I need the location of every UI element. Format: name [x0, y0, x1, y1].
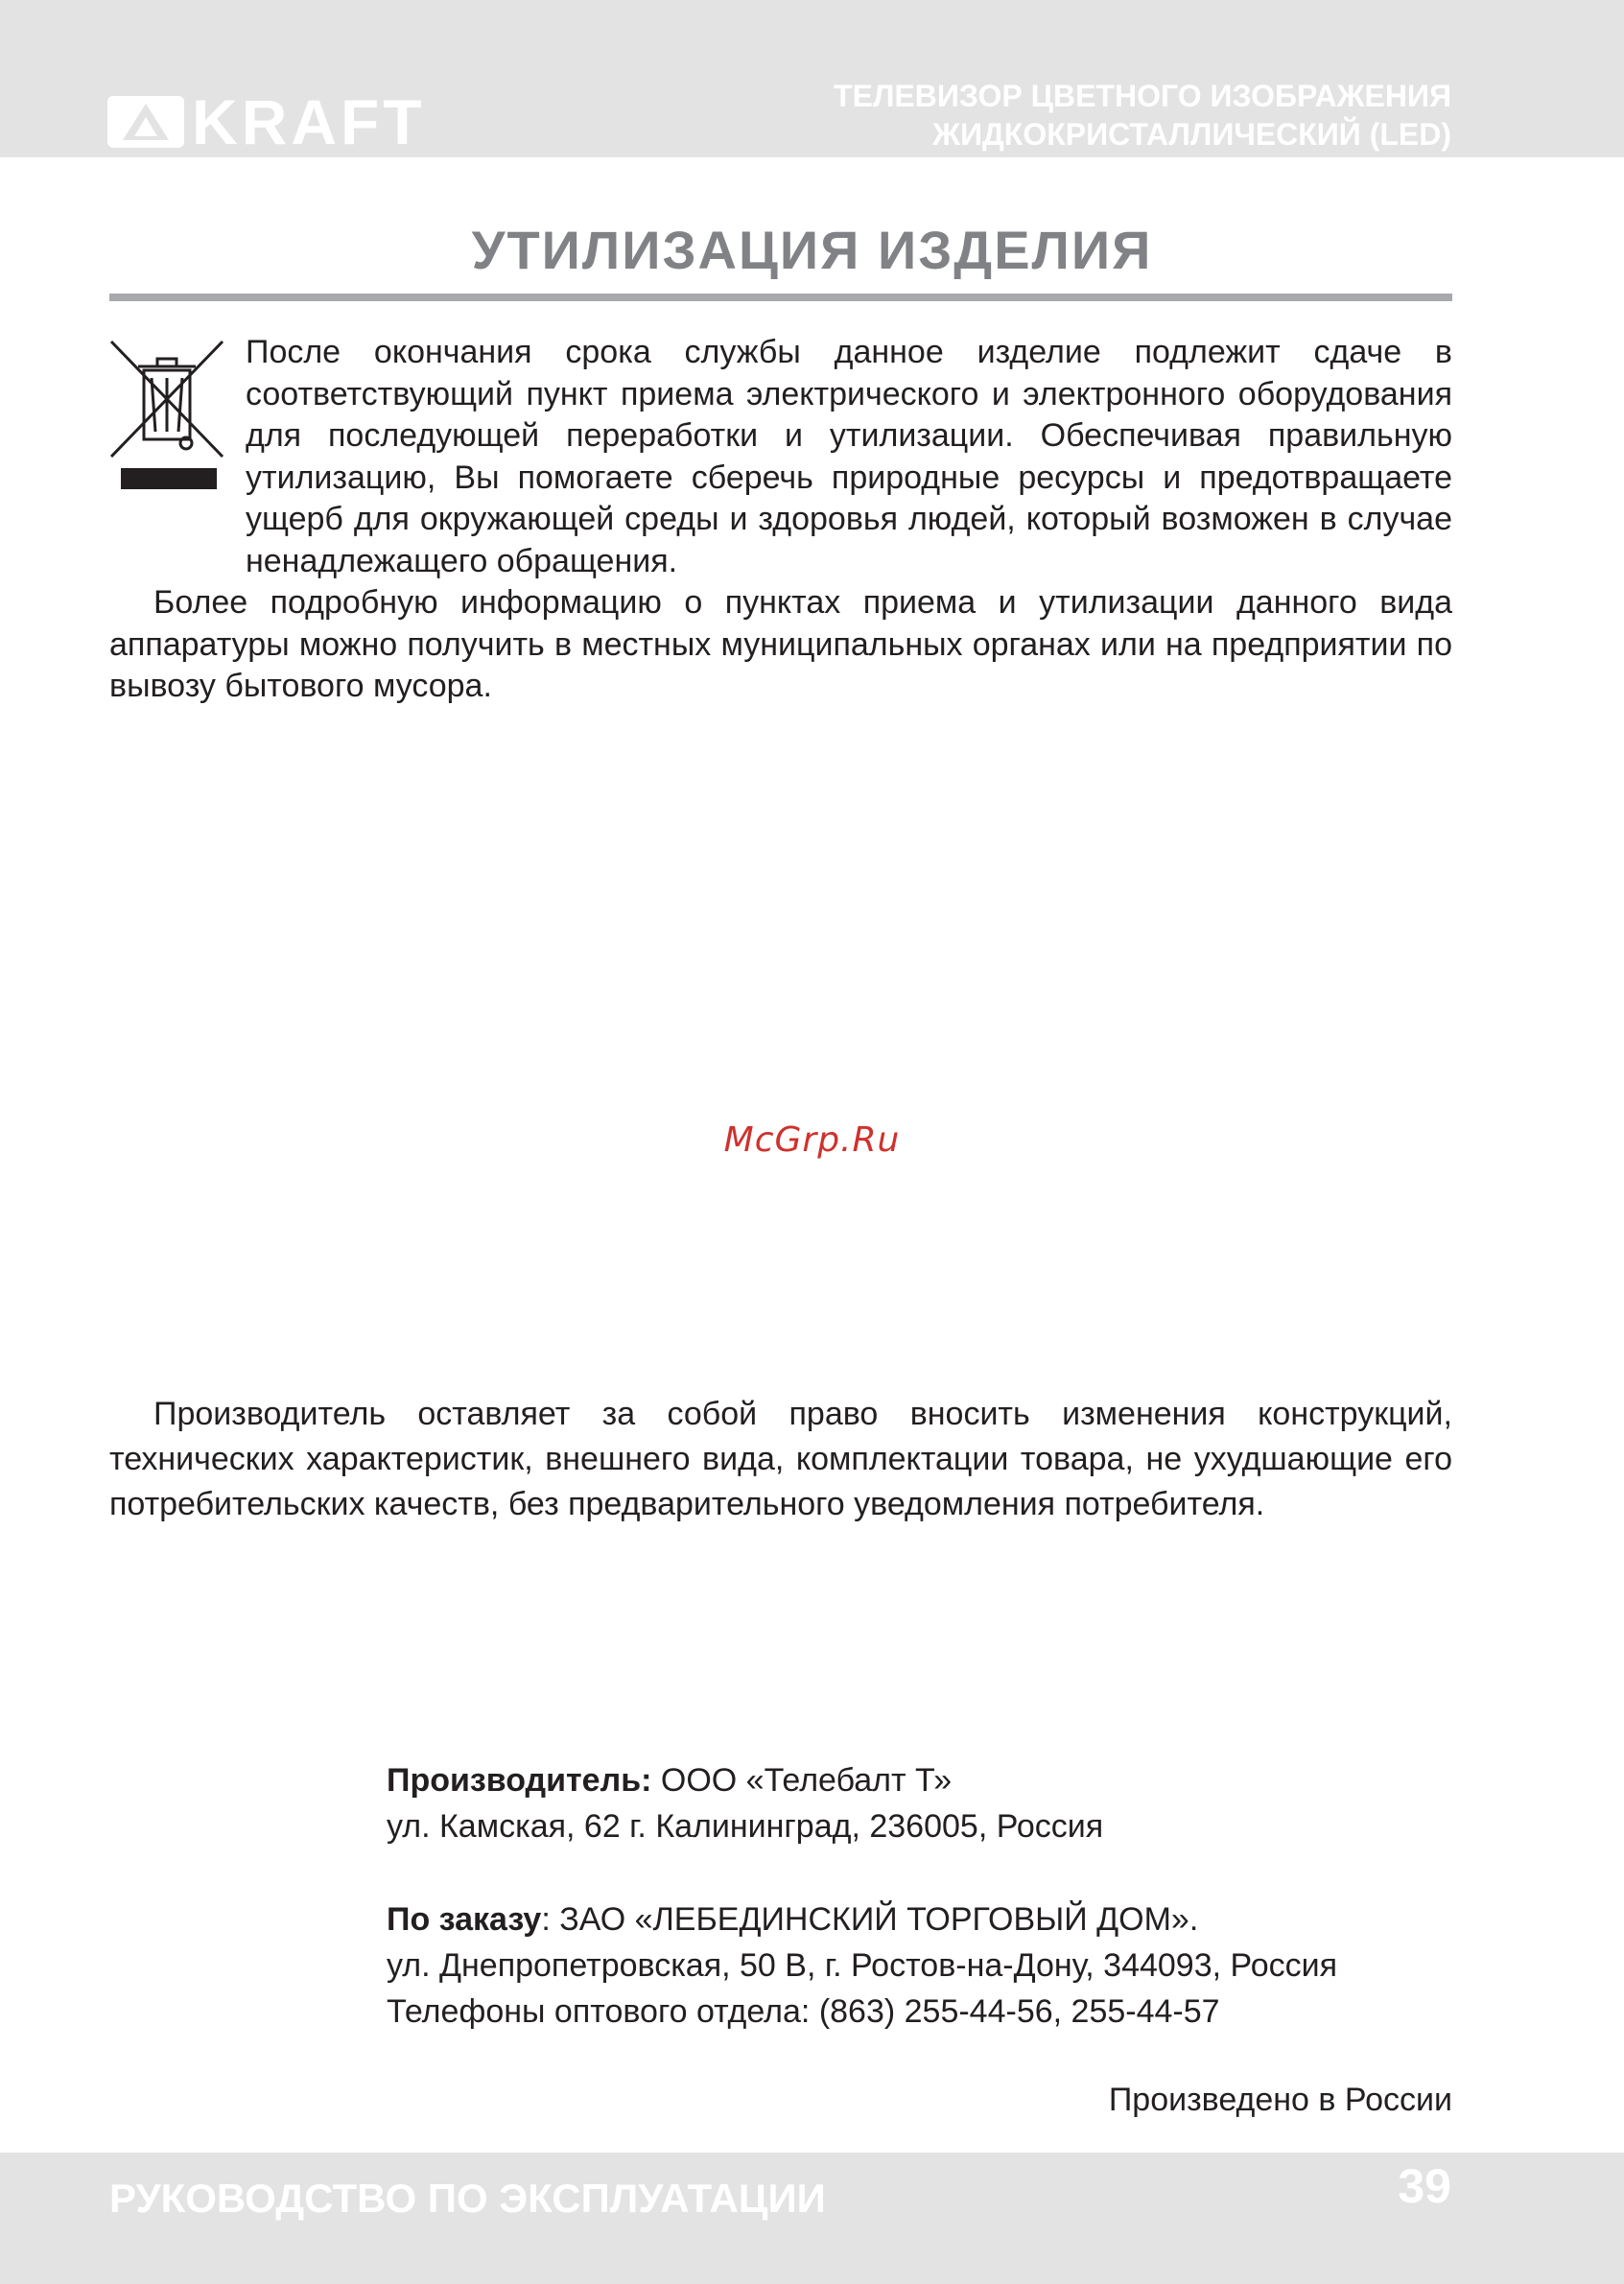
recycling-paragraph: После окончания срока службы данное изделие подлежит сдаче в соответствующий пункт приема электрического и электронного оборудования для последующей переработки и утилизации. Обеспечивая правильную утилизацию, Вы помогаете сберечь природные ресурсы и предотвращаете ущерб для окружающей среды и здоровья людей, который возможен в случае ненадлежащего обращения.	[246, 334, 1452, 579]
header-title-line2: ЖИДКОКРИСТАЛЛИЧЕСКИЙ (LED)	[932, 117, 1451, 152]
ordered-by-block	[387, 1896, 1337, 2035]
crossed-out-wheelie-bin-icon	[109, 340, 224, 493]
manufacturer-label: Производитель:	[387, 1762, 652, 1799]
document-header-title	[834, 77, 1451, 153]
ordered-by-line	[387, 1896, 1337, 1943]
wholesale-phones: Телефоны оптового отдела: (863) 255-44-56, 255-44-57	[387, 1993, 1220, 2030]
watermark: McGrp.Ru	[723, 1120, 901, 1160]
manufacturer-block	[387, 1757, 1103, 1849]
recycling-info-paragraph: Более подробную информацию о пунктах приема и утилизации данного вида аппаратуры можно получить в местных муниципальных органах или на предприятии по вывозу бытового мусора.	[109, 584, 1452, 704]
brand-name: KRAFT	[192, 86, 426, 157]
made-in-label: Произведено в России	[1108, 2082, 1452, 2118]
manufacturer-rights-notice: Производитель оставляет за собой право вносить изменения конструкций, технических характеристик, внешнего вида, комплектации товара, не ухудшающие его потребительских качеств, без предварительного уведомления потребителя.	[109, 1396, 1452, 1522]
footer-title: РУКОВОДСТВО ПО ЭКСПЛУАТАЦИИ	[109, 2176, 826, 2221]
title-divider	[109, 294, 1452, 301]
section-title: УТИЛИЗАЦИЯ ИЗДЕЛИЯ	[471, 220, 1153, 280]
kraft-logo-mark-icon	[107, 96, 184, 148]
page-number: 39	[1398, 2159, 1451, 2213]
kraft-logo	[107, 86, 491, 157]
ordered-by-label: По заказу	[387, 1901, 542, 1938]
ordered-by-name: : ЗАО «ЛЕБЕДИНСКИЙ ТОРГОВЫЙ ДОМ».	[541, 1901, 1199, 1938]
manufacturer-address: ул. Камская, 62 г. Калининград, 236005, Россия	[387, 1808, 1104, 1845]
manufacturer-name: ООО «Телебалт Т»	[651, 1762, 953, 1799]
manufacturer-line	[387, 1757, 1103, 1803]
ordered-by-address: ул. Днепропетровская, 50 В, г. Ростов-на-Дону, 344093, Россия	[387, 1947, 1338, 1984]
header-title-line1: ТЕЛЕВИЗОР ЦВЕТНОГО ИЗОБРАЖЕНИЯ	[834, 79, 1451, 113]
